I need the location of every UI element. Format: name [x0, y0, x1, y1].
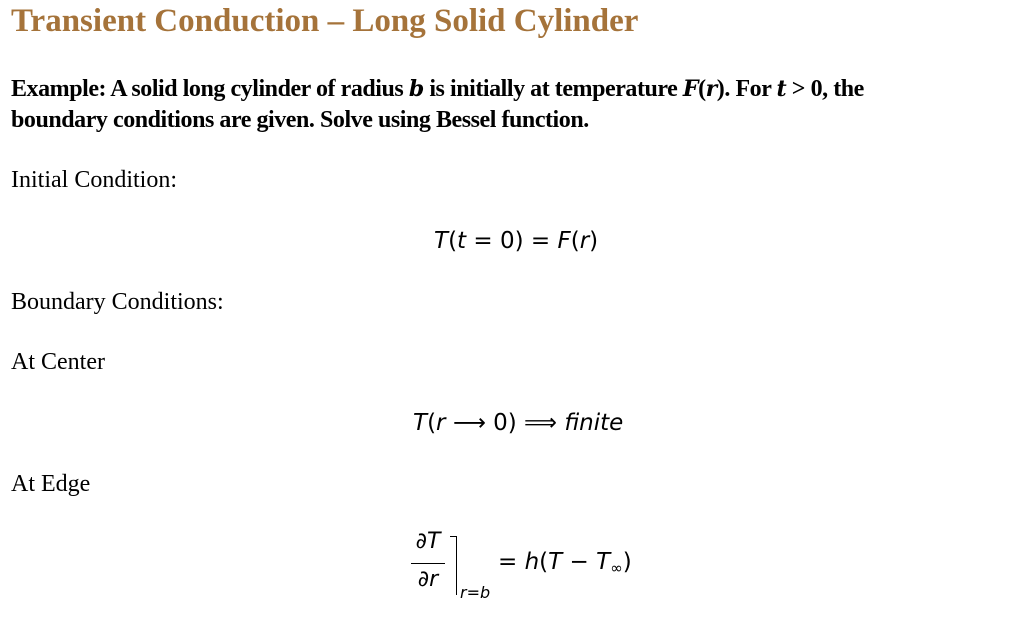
- center-condition-equation: T(r ⟶ 0) ⟹ finite: [413, 410, 624, 436]
- problem-statement: [11, 74, 1021, 136]
- var-t: t: [776, 76, 787, 102]
- problem-line-2: boundary conditions are given. Solve using Bessel function.: [11, 107, 589, 133]
- fraction-denominator: ∂r: [417, 567, 439, 592]
- problem-line-1: Example: A solid long cylinder of radius b is initially at temperature F(r). For t > 0, the: [11, 76, 864, 102]
- initial-condition-label: Initial Condition:: [11, 167, 177, 193]
- at-center-label: At Center: [11, 349, 105, 375]
- convection-term: = $h(T - T_\infty)$: [498, 549, 632, 577]
- at-edge-label: At Edge: [11, 471, 91, 497]
- var-r: r: [705, 76, 717, 102]
- fraction-bar: [411, 563, 445, 564]
- evaluation-subscript: r=b: [460, 583, 491, 602]
- edge-condition-equation: [410, 527, 660, 602]
- evaluation-bar: [450, 536, 457, 595]
- initial-condition-equation: T(t = 0) = F(r): [434, 228, 599, 254]
- var-F: F: [682, 76, 699, 102]
- fraction-numerator: ∂T: [415, 529, 441, 554]
- boundary-conditions-label: Boundary Conditions:: [11, 289, 224, 315]
- var-b: b: [408, 76, 424, 102]
- page-title: Transient Conduction – Long Solid Cylinder: [11, 3, 639, 39]
